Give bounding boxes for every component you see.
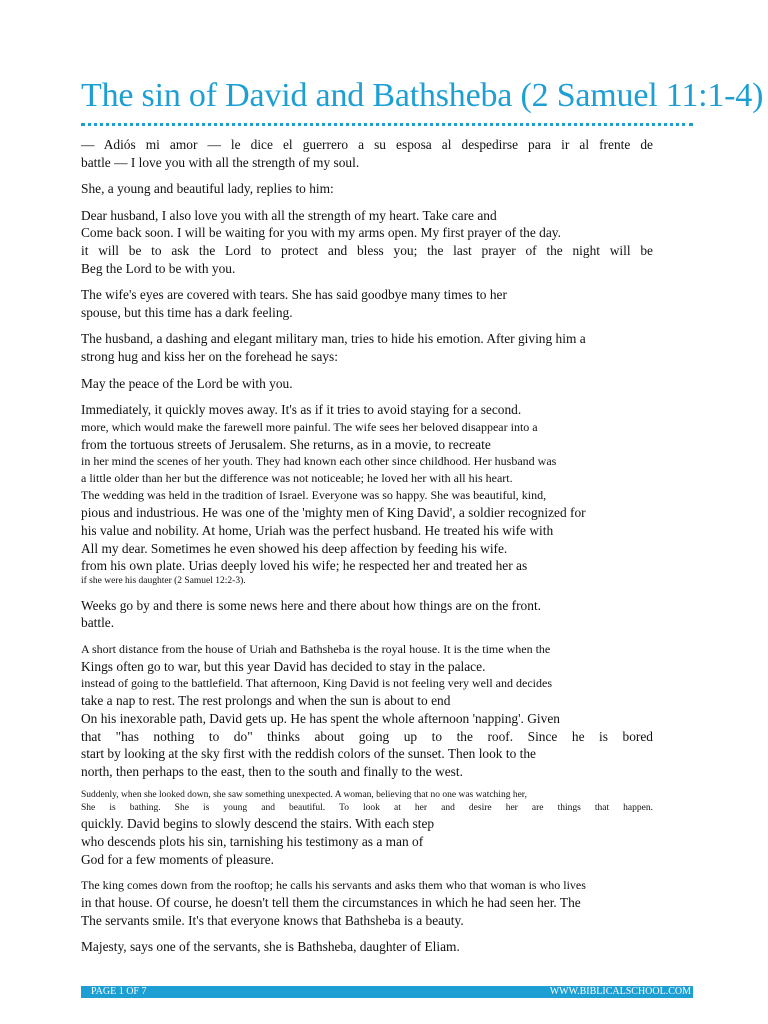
text-line: north, then perhaps to the east, then to the south and finally to the west.	[81, 763, 463, 779]
text-line: pious and industrious. He was one of the 'mighty men of King David', a soldier recognized for	[81, 505, 586, 521]
title-divider	[81, 123, 693, 126]
text-line: The husband, a dashing and elegant military man, tries to hide his emotion. After giving him a	[81, 331, 586, 347]
text-line: strong hug and kiss her on the forehead he says:	[81, 348, 338, 364]
text-line: — Adiós mi amor — le dice el guerrero a su esposa al despedirse para ir al frente de	[81, 137, 653, 152]
text-line: On his inexorable path, David gets up. He has spent the whole afternoon 'napping'. Given	[81, 711, 560, 727]
text-line: Majesty, says one of the servants, she is Bathsheba, daughter of Eliam.	[81, 939, 460, 955]
paragraph	[81, 180, 653, 198]
text-line: battle — I love you with all the strength of my soul.	[81, 154, 360, 170]
page-title: The sin of David and Bathsheba (2 Samuel 11:1-4)	[81, 77, 764, 114]
text-line: quickly. David begins to slowly descend the stairs. With each step	[81, 816, 435, 832]
text-line: Beg the Lord to be with you.	[81, 260, 236, 276]
paragraph	[81, 597, 653, 632]
text-line: it will be to ask the Lord to protect and bless you; the last prayer of the night will be	[81, 242, 653, 258]
text-line: All my dear. Sometimes he even showed his deep affection by feeding his wife.	[81, 540, 508, 556]
text-line: Come back soon. I will be waiting for you with my arms open. My first prayer of the day.	[81, 225, 561, 241]
text-line: if she were his daughter (2 Samuel 12:2-3).	[81, 575, 246, 586]
text-line: a little older than her but the difference was not noticeable; he loved her with all his heart.	[81, 471, 513, 486]
text-line: The wife's eyes are covered with tears. She has said goodbye many times to her	[81, 287, 507, 303]
text-line: Immediately, it quickly moves away. It's as if it tries to avoid staying for a second.	[81, 402, 522, 418]
text-line: She, a young and beautiful lady, replies to him:	[81, 181, 334, 197]
paragraph	[81, 877, 653, 929]
text-line: from the tortuous streets of Jerusalem. She returns, as in a movie, to recreate	[81, 436, 491, 452]
paragraph	[81, 330, 653, 365]
paragraph	[81, 938, 653, 956]
paragraph	[81, 375, 653, 393]
paragraph	[81, 207, 653, 277]
paragraph	[81, 286, 653, 321]
text-line: Weeks go by and there is some news here and there about how things are on the front.	[81, 597, 542, 613]
page-number: PAGE 1 OF 7	[91, 986, 147, 997]
text-line: God for a few moments of pleasure.	[81, 851, 274, 867]
footer-bar	[81, 986, 693, 998]
text-line: The servants smile. It's that everyone knows that Bathsheba is a beauty.	[81, 912, 464, 928]
paragraph	[81, 789, 653, 868]
text-line: spouse, but this time has a dark feeling.	[81, 304, 293, 320]
text-line: Dear husband, I also love you with all the strength of my heart. Take care and	[81, 207, 497, 223]
text-line: take a nap to rest. The rest prolongs and when the sun is about to end	[81, 693, 451, 709]
text-line: instead of going to the battlefield. That afternoon, King David is not feeling very well and decides	[81, 676, 552, 691]
text-line: battle.	[81, 615, 115, 631]
paragraph	[81, 401, 653, 588]
text-line: that "has nothing to do" thinks about going up to the roof. Since he is bored	[81, 728, 653, 744]
website-link[interactable]: WWW.BIBLICALSCHOOL.COM	[549, 986, 691, 997]
text-line: who descends plots his sin, tarnishing his testimony as a man of	[81, 834, 424, 850]
text-line: She is bathing. She is young and beautiful. To look at her and desire her are things that happen.	[81, 803, 653, 814]
paragraph	[81, 641, 653, 781]
paragraph	[81, 136, 653, 171]
text-line: more, which would make the farewell more painful. The wife sees her beloved disappear into a	[81, 419, 538, 434]
text-line: The king comes down from the rooftop; he calls his servants and asks them who that woman is who lives	[81, 878, 586, 893]
text-line: Kings often go to war, but this year David has decided to stay in the palace.	[81, 658, 486, 674]
text-line: The wedding was held in the tradition of Israel. Everyone was so happy. She was beautiful, kind,	[81, 488, 547, 503]
text-line: his value and nobility. At home, Uriah was the perfect husband. He treated his wife with	[81, 522, 554, 538]
document-body	[81, 136, 653, 965]
text-line: May the peace of the Lord be with you.	[81, 375, 293, 391]
text-line: A short distance from the house of Uriah and Bathsheba is the royal house. It is the time when the	[81, 641, 551, 656]
text-line: Suddenly, when she looked down, she saw something unexpected. A woman, believing that no one was watching her,	[81, 790, 527, 801]
text-line: in her mind the scenes of her youth. They had known each other since childhood. Her husband was	[81, 454, 557, 469]
text-line: in that house. Of course, he doesn't tell them the circumstances in which he had seen her. The	[81, 895, 581, 911]
text-line: start by looking at the sky first with the reddish colors of the sunset. Then look to the	[81, 746, 536, 762]
text-line: from his own plate. Urias deeply loved his wife; he respected her and treated her as	[81, 558, 528, 574]
